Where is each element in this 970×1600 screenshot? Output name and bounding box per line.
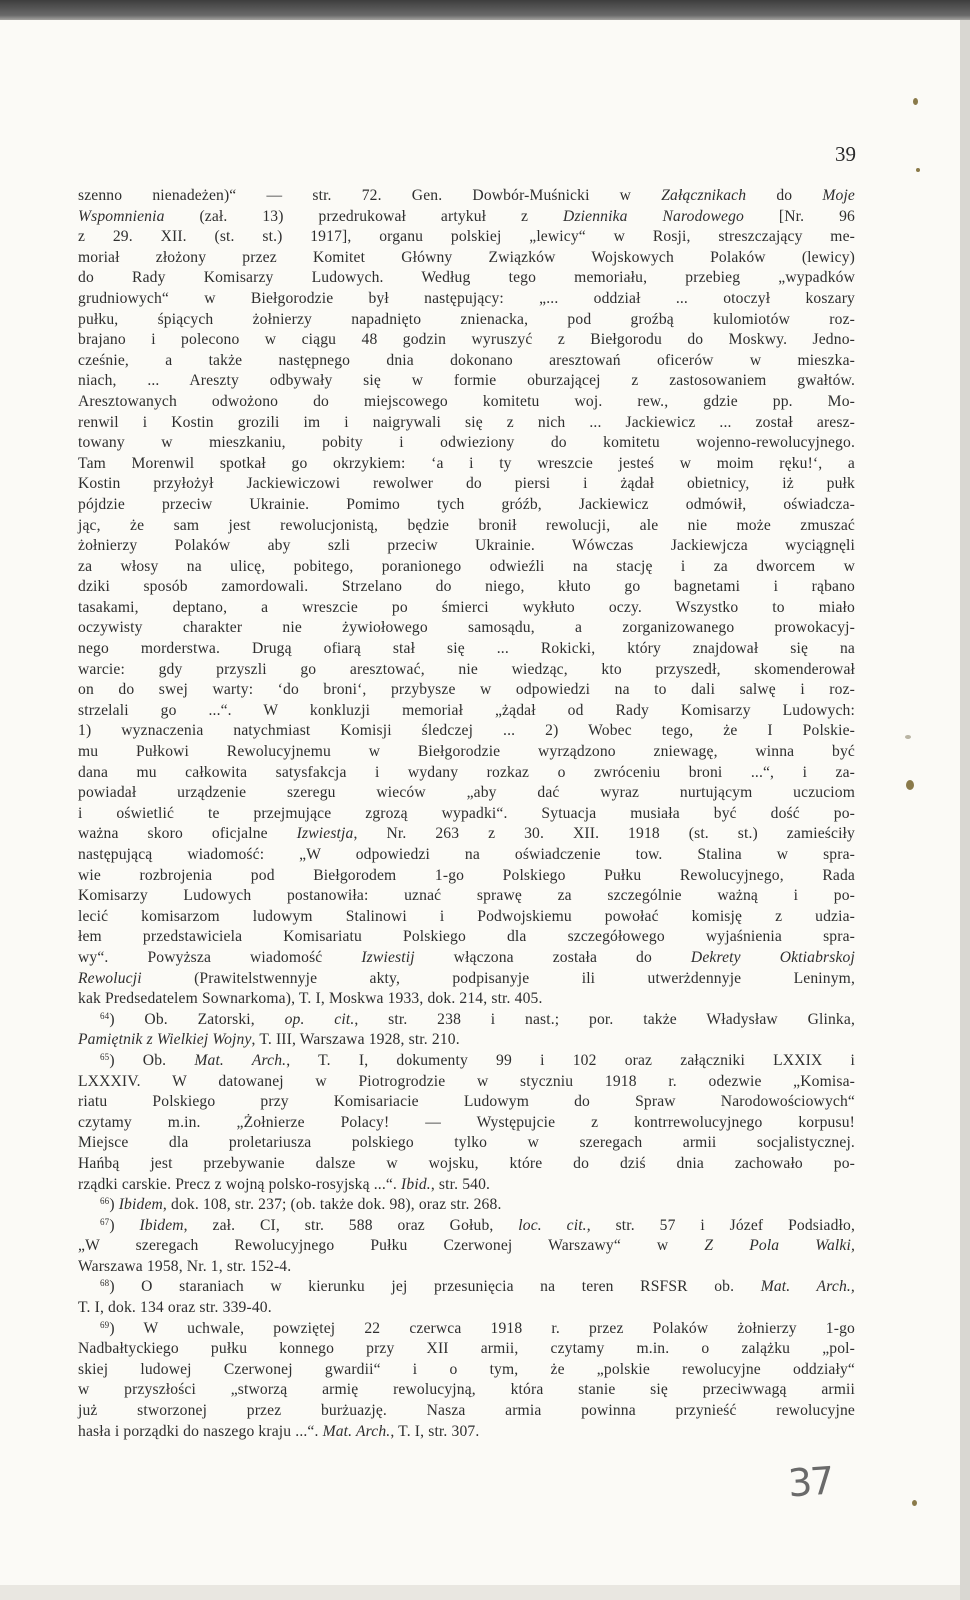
text-line xyxy=(78,433,855,454)
text-segment: jąc, że sam jest rewolucjonistą, będzie bronił rewolucji, ale nie może zmuszać xyxy=(78,516,855,534)
text-line xyxy=(78,804,855,825)
text-segment: Hańbą jest przebywanie dalsze w wojsku, które do dziś dnia zachowało po- xyxy=(78,1154,855,1172)
text-segment: lecić komisarzom ludowym Stalinowi i Podwojskiemu powołać komisję z udzia- xyxy=(78,907,855,925)
text-segment: cześnie, a także następnego dnia dokonano aresztowań oficerów w mieszka- xyxy=(78,351,855,369)
text-line xyxy=(78,1092,855,1113)
text-segment: żołnierzy Polaków aby szli przeciw Ukrainie. Wówczas Jackiewjcza wyciągnęli xyxy=(78,537,855,555)
handwritten-page-number: 37 xyxy=(786,1458,834,1506)
text-segment: , zał. CI, str. 588 oraz Gołub, xyxy=(183,1216,519,1234)
text-segment: hasła i porządki do naszego kraju ...“. xyxy=(78,1422,323,1440)
text-segment: z 29. XII. (st. st.) 1917], organu polskiej „lewicy“ w Rosji, streszczający me- xyxy=(78,228,855,246)
italic-segment: Załącznikach xyxy=(661,187,747,204)
text-line xyxy=(78,948,855,969)
text-line xyxy=(78,866,855,887)
text-line xyxy=(78,1195,855,1216)
text-segment: tasakami, deptano, a wreszcie po śmierci wykłuto oczy. Wszystko to miało xyxy=(78,598,855,616)
text-line xyxy=(78,886,855,907)
text-segment: renwil i Kostin grozili im i naigrywali się z nich ... Jackiewicz ... został aresz- xyxy=(78,413,855,431)
text-line xyxy=(78,1216,855,1237)
text-line xyxy=(78,516,855,537)
text-segment: Aresztowanych odwożono do miejscowego komitetu woj. rew., gdzie pp. Mo- xyxy=(78,392,855,410)
text-line xyxy=(78,577,855,598)
text-segment: ) W uchwale, powziętej 22 czerwca 1918 r. przez Polaków żołnierzy 1-go xyxy=(109,1319,855,1337)
text-segment: T. I, dok. 134 oraz str. 339-40. xyxy=(78,1299,272,1317)
text-segment: towany w mieszkaniu, pobity i odwieziony do komitetu wojenno-rewolucyjnego. xyxy=(78,434,855,452)
text-segment: nego morderstwa. Drugą ofiarą stał się ... Rokicki, który znajdował się na xyxy=(78,640,855,658)
text-segment: do Rady Komisarzy Ludowych. Według tego memoriału, przebieg „wypadków xyxy=(78,269,855,287)
text-line xyxy=(78,763,855,784)
text-segment: czytamy m.in. „Żołnierze Polacy! — Występujcie z kontrrewolucyjnego korpusu! xyxy=(78,1113,855,1131)
text-segment: brajano i polecono w ciągu 48 godzin wyruszyć z Biełgorodu do Moskwy. Jedno- xyxy=(78,331,855,349)
text-segment: mu Pułkowi Rewolucyjnemu w Biełgorodzie wyrządzono zniewagę, winna być xyxy=(78,743,855,761)
italic-segment: Wspomnienia xyxy=(78,207,165,225)
scan-top-edge xyxy=(0,0,970,22)
text-segment: , T. III, Warszawa 1928, str. 210. xyxy=(251,1031,460,1049)
text-segment: za włosy na ulicę, pobitego, poranionego odwieźli na stację i za dworcem w xyxy=(78,557,855,575)
text-segment: skiej ludowej Czerwonej gwardii“ i o tym, że „polskie rewolucyjne oddziały“ xyxy=(78,1360,855,1378)
text-line xyxy=(78,618,855,639)
text-segment: , Nr. 263 z 30. XII. 1918 (st. st.) zamieściły xyxy=(353,825,855,843)
text-line xyxy=(78,598,855,619)
text-line xyxy=(78,783,855,804)
italic-segment: Dziennika Narodowego xyxy=(563,207,745,225)
text-segment: [Nr. 96 xyxy=(744,207,855,225)
text-line xyxy=(78,248,855,269)
text-segment: Warszawa 1958, Nr. 1, str. 152-4. xyxy=(78,1257,292,1275)
text-segment: 1) wyznaczenia natychmiast Komisji śledczej ... 2) Wobec tego, że I Polskie- xyxy=(78,722,855,740)
text-segment: szenno nienadeżen)“ — str. 72. Gen. Dowbór-Muśnicki w xyxy=(78,187,662,204)
text-segment: , T. I, str. 307. xyxy=(390,1422,480,1440)
italic-segment: Mat. Arch., xyxy=(760,1278,855,1296)
text-line xyxy=(78,289,855,310)
text-segment: kak Predsedatelem Sownarkoma), T. I, Moskwa 1933, dok. 214, str. 405. xyxy=(78,990,543,1008)
text-line xyxy=(78,454,855,475)
text-line xyxy=(78,557,855,578)
text-line xyxy=(78,186,855,207)
footnote-number: 69 xyxy=(100,1319,110,1330)
text-segment: ważna skoro oficjalne xyxy=(78,825,297,843)
text-segment: Kostin przyłożył Jackiewiczowi rewolwer do piersi i żądał obietnicy, iż pułk xyxy=(78,475,855,493)
text-line xyxy=(78,1422,855,1443)
text-segment: włączona została do xyxy=(414,948,691,966)
text-line xyxy=(78,371,855,392)
text-segment: ) Ob. xyxy=(109,1051,195,1069)
text-line xyxy=(78,660,855,681)
text-line xyxy=(78,1113,855,1134)
text-segment: (zał. 13) przedrukował artykuł z xyxy=(164,207,564,225)
text-segment: dziki sposób zamordowali. Strzelano do niego, kłuto go bagnetami i rąbano xyxy=(78,578,855,596)
text-segment: wie rozbrojenia pod Biełgorodem 1-go Polskiego Pułku Rewolucyjnego, Rada xyxy=(78,866,855,884)
text-segment: powiadał urządzenie szeregu wieców „aby dać wyraz nurtującym uczuciom xyxy=(78,784,855,802)
text-segment: pułku, śpiących żołnierzy napadnięto znienacka, pod groźbą kulomiotów roz- xyxy=(78,310,855,328)
italic-segment: Ibid. xyxy=(401,1175,431,1193)
text-line xyxy=(78,351,855,372)
scan-speck xyxy=(916,168,920,172)
text-segment: (Prawitelstwennyje akty, podpisanyje ili utwerżdennyje Leninym, xyxy=(141,969,855,987)
text-line xyxy=(78,701,855,722)
text-segment: „W szeregach Rewolucyjnego Pułku Czerwonej Warszawy“ w xyxy=(78,1237,705,1255)
text-line xyxy=(78,536,855,557)
text-segment: już stworzonej przez burżuazję. Nasza armia powinna przynieść rewolucyjne xyxy=(78,1402,855,1420)
text-segment: LXXXIV. W datowanej w Piotrogrodzie w styczniu 1918 r. odezwie „Komisa- xyxy=(78,1072,855,1090)
italic-segment: Mat. Arch. xyxy=(322,1422,391,1440)
text-line xyxy=(78,1339,855,1360)
text-line xyxy=(78,721,855,742)
text-segment: pójdzie przeciw Ukrainie. Pomimo tych gróźb, Jackiewicz odmówił, oświadcza- xyxy=(78,495,855,513)
text-segment: Nadbałtyckiego pułku konnego przy XII armii, czytamy m.in. o zalążku „pol- xyxy=(78,1340,855,1358)
text-line xyxy=(78,1030,855,1051)
text-line xyxy=(78,1401,855,1422)
text-segment: i oświetlić te przejmujące zgrozą wypadki“. Sytuacja musiała być dość po- xyxy=(78,804,855,822)
text-segment: Komisarzy Ludowych postanowiła: uznać sprawę za szczególnie ważną i po- xyxy=(78,887,855,905)
scan-speck xyxy=(905,735,911,739)
text-segment: niach, ... Areszty odbywały się w formie oburzającej z zastosowaniem gwałtów. xyxy=(78,372,855,390)
text-segment: on do swej warty: ‘do broni‘, przybysze w odpowiedzi na to dali salwę i roz- xyxy=(78,681,855,699)
text-line xyxy=(78,1257,855,1278)
text-line xyxy=(78,474,855,495)
text-line xyxy=(78,907,855,928)
text-line xyxy=(78,1298,855,1319)
text-segment: , dok. 108, str. 237; (ob. także dok. 98), oraz str. 268. xyxy=(162,1196,502,1214)
text-segment: , str. 540. xyxy=(430,1175,491,1193)
scan-right-edge xyxy=(960,20,970,1600)
italic-segment: Moje xyxy=(822,187,855,204)
text-line xyxy=(78,413,855,434)
text-segment: do xyxy=(746,187,823,204)
italic-segment: Pamiętnik z Wielkiej Wojny xyxy=(78,1031,252,1049)
italic-segment: Izwiestja xyxy=(296,825,354,843)
text-segment: dana mu całkowita satysfakcja i wydany rozkaz o zwróceniu broni ...“, i za- xyxy=(78,763,855,781)
text-line xyxy=(78,969,855,990)
text-line xyxy=(78,1360,855,1381)
italic-segment: Ibidem xyxy=(118,1196,163,1214)
italic-segment: Rewolucji xyxy=(78,969,142,987)
body-text xyxy=(78,186,855,1442)
text-line xyxy=(78,392,855,413)
text-line xyxy=(78,1277,855,1298)
scan-speck xyxy=(913,98,918,105)
footnote-number: 67 xyxy=(100,1216,110,1227)
text-line xyxy=(78,742,855,763)
text-segment: wy“. Powyższa wiadomość xyxy=(78,948,362,966)
text-segment: warcie: gdy przyszli go aresztować, nie wiedząc, kto przyszedł, skomenderował xyxy=(78,660,855,678)
text-line xyxy=(78,227,855,248)
footnote-number: 68 xyxy=(100,1278,110,1289)
text-line xyxy=(78,1133,855,1154)
text-segment: oczywisty charakter nie żywiołowego samosądu, a zorganizowanego prowokacyj- xyxy=(78,619,855,637)
text-line xyxy=(78,824,855,845)
italic-segment: Mat. Arch. xyxy=(194,1051,287,1069)
italic-segment: Dekrety Oktiabrskoj xyxy=(690,948,855,966)
italic-segment: Ibidem xyxy=(139,1216,184,1234)
footnote-number: 65 xyxy=(100,1051,110,1062)
text-segment: ) Ob. Zatorski, xyxy=(109,1010,285,1028)
text-line xyxy=(78,639,855,660)
text-segment: , T. I, dokumenty 99 i 102 oraz załączniki LXXIX i xyxy=(286,1051,855,1069)
italic-segment: Z Pola Walki, xyxy=(704,1237,855,1255)
text-line xyxy=(78,1236,855,1257)
footnote-number: 64 xyxy=(100,1010,110,1021)
text-line xyxy=(78,268,855,289)
scan-speck xyxy=(912,1500,917,1506)
text-segment: ) xyxy=(109,1196,119,1214)
text-line xyxy=(78,1154,855,1175)
text-segment: grudniowych“ w Biełgorodzie był następujący: „... oddział ... otoczył koszary xyxy=(78,289,855,307)
text-segment: łem przedstawiciela Komisariatu Polskiego dla szczegółowego wyjaśnienia spra- xyxy=(78,928,855,946)
text-segment: następującą wiadomość: „W odpowiedzi na oświadczenie tow. Stalina w spra- xyxy=(78,846,855,863)
text-segment: moriał złożony przez Komitet Główny Związków Wojskowych Polaków (lewicy) xyxy=(78,248,855,266)
text-segment: Tam Morenwil spotkał go okrzykiem: ‘a i ty wreszcie jesteś w moim ręku!‘, a xyxy=(78,454,855,472)
text-line xyxy=(78,330,855,351)
text-segment: strzelali go ...“. W konkluzji memoriał „żądał od Rady Komisarzy Ludowych: xyxy=(78,701,855,719)
italic-segment: Izwiestij xyxy=(361,948,415,966)
page-number: 39 xyxy=(835,142,856,166)
text-line xyxy=(78,927,855,948)
text-line xyxy=(78,1175,855,1196)
text-segment: riatu Polskiego przy Komisariacie Ludowym do Spraw Narodowościowych“ xyxy=(78,1093,855,1111)
text-line xyxy=(78,1010,855,1031)
text-line xyxy=(78,680,855,701)
footnote-number: 66 xyxy=(100,1196,110,1207)
text-segment: ) xyxy=(109,1216,140,1234)
text-line xyxy=(78,845,855,866)
text-line xyxy=(78,1380,855,1401)
text-line xyxy=(78,207,855,228)
text-line xyxy=(78,1051,855,1072)
scan-speck xyxy=(906,780,914,790)
text-segment: w przyszłości „stworzą armię rewolucyjną, która stanie się przeciwwagą armii xyxy=(78,1381,855,1399)
text-segment: , str. 57 i Józef Podsiadło, xyxy=(586,1216,855,1234)
text-line xyxy=(78,495,855,516)
text-segment: ) O staraniach w kierunku jej przesunięcia na teren RSFSR ob. xyxy=(109,1278,761,1296)
text-line xyxy=(78,310,855,331)
text-line xyxy=(78,1072,855,1093)
text-segment: rządki carskie. Precz z wojną polsko-rosyjską ...“. xyxy=(78,1175,402,1193)
text-segment: Miejsce dla proletariusza polskiego tylko w szeregach armii socjalistycznej. xyxy=(78,1134,855,1152)
text-line xyxy=(78,989,855,1010)
text-line xyxy=(78,1319,855,1340)
italic-segment: op. cit. xyxy=(284,1010,355,1028)
italic-segment: loc. cit. xyxy=(518,1216,587,1234)
text-segment: , str. 238 i nast.; por. także Władysław Glinka, xyxy=(354,1010,855,1028)
